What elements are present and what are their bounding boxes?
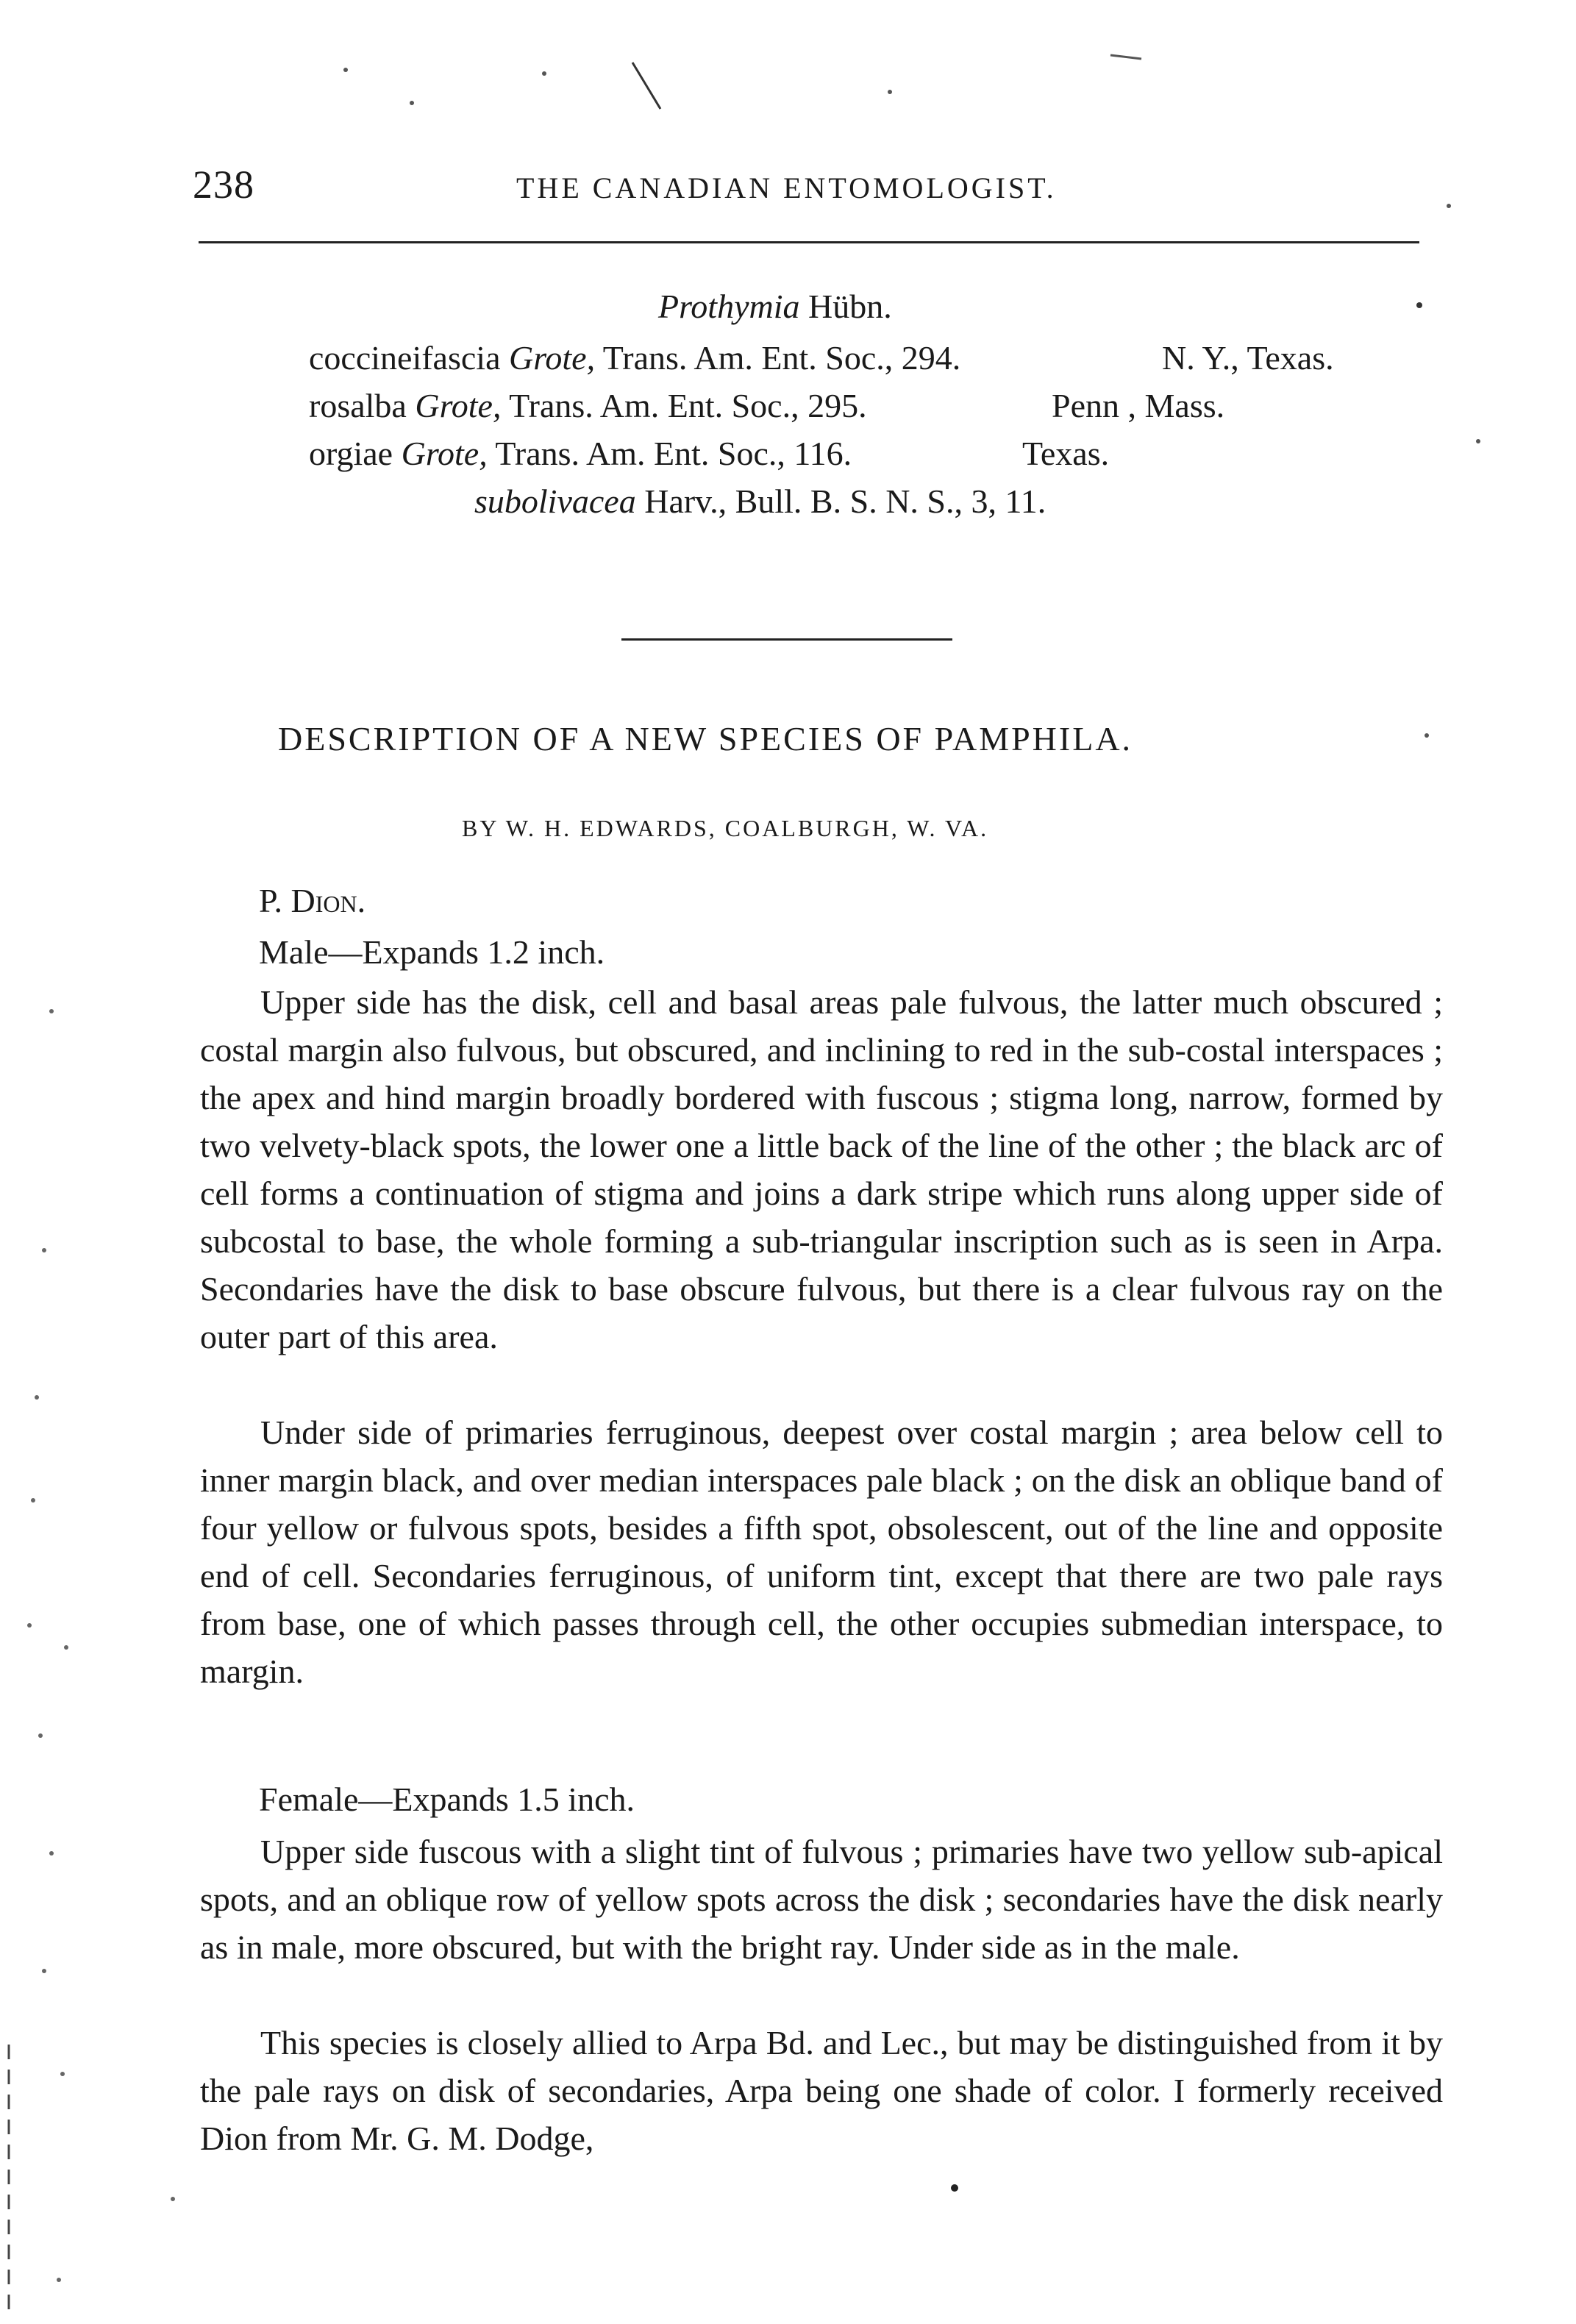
article-byline: BY W. H. EDWARDS, COALBURGH, W. VA. [462, 815, 989, 841]
species-reference: Trans. Am. Ent. Soc., 295. [509, 387, 867, 424]
paragraph-text: Under side of primaries ferruginous, deepest over costal margin ; area below cell to inner margin black, and over median interspaces pale black ; on the disk an oblique band of four yellow or fulvous spots, besides a fifth spot, obsolescent, out of the line and opposite end of cell. Secondaries ferruginous, of uniform tint, except that there are two pale rays from base, one of which passes through cell, the other occupies submedian interspace, to margin. [200, 1414, 1443, 1690]
paragraph-male-upper [200, 978, 1443, 1361]
species-author: Grote, [415, 387, 502, 424]
male-label: Male—Expands 1.2 inch. [259, 933, 605, 971]
species-entry [309, 338, 1334, 377]
genus-name: Prothymia [658, 288, 800, 325]
species-locality: Texas. [1022, 435, 1110, 472]
paragraph-female [200, 1828, 1443, 1971]
section-divider [621, 638, 952, 641]
species-entry [309, 386, 1225, 425]
synonym-name: subolivacea [474, 482, 636, 520]
paragraph-text: Upper side fuscous with a slight tint of fulvous ; primaries have two yellow sub-apical spots, and an oblique row of yellow spots across the disk ; secondaries have the disk nearly as in male, more obscured, but with the bright ray. Under side as in the male. [200, 1833, 1443, 1966]
species-author: Grote, [508, 339, 596, 377]
species-name: rosalba [309, 387, 407, 424]
article-title: DESCRIPTION OF A NEW SPECIES OF PAMPHILA. [278, 720, 1133, 758]
header-rule [199, 241, 1419, 243]
genus-heading [658, 287, 892, 326]
page-number: 238 [193, 163, 254, 207]
species-name: orgiae [309, 435, 393, 472]
paragraph-text: Upper side has the disk, cell and basal areas pale fulvous, the latter much obscured ; costal margin also fulvous, but obscured, and inclining to red in the sub-costal interspaces ; the apex and hind margin broadly bordered with fuscous ; stigma long, narrow, formed by two velvety-black spots, the lower one a little back of the line of the other ; the black arc of cell forms a continuation of stigma and joins a dark stripe which runs along upper side of subcostal to base, the whole forming a sub-triangular inscription such as is seen in Arpa. Secondaries have the disk to base obscure fulvous, but there is a clear fulvous ray on the outer part of this area. [200, 983, 1443, 1355]
female-label: Female—Expands 1.5 inch. [259, 1781, 635, 1818]
species-heading: P. Dion. [259, 882, 366, 919]
genus-author: Hübn. [808, 288, 892, 325]
species-locality: N. Y., Texas. [1162, 339, 1334, 377]
paragraph-text: This species is closely allied to Arpa Bd. and Lec., but may be distinguished from it by the pale rays on disk of secondaries, Arpa being one shade of color. I formerly received Dion from Mr. G. M. Dodge, [200, 2024, 1443, 2157]
paragraph-male-under [200, 1408, 1443, 1695]
species-name: coccineifascia [309, 339, 501, 377]
running-title: THE CANADIAN ENTOMOLOGIST. [516, 171, 1057, 204]
page-header [193, 162, 1428, 213]
species-author: Grote, [401, 435, 488, 472]
synonym-entry [474, 482, 1046, 521]
species-entry [309, 434, 1110, 473]
synonym-reference: Harv., Bull. B. S. N. S., 3, 11. [644, 482, 1046, 520]
species-reference: Trans. Am. Ent. Soc., 116. [495, 435, 852, 472]
species-locality: Penn , Mass. [1052, 387, 1225, 424]
paragraph-closing [200, 2019, 1443, 2162]
species-reference: Trans. Am. Ent. Soc., 294. [602, 339, 961, 377]
